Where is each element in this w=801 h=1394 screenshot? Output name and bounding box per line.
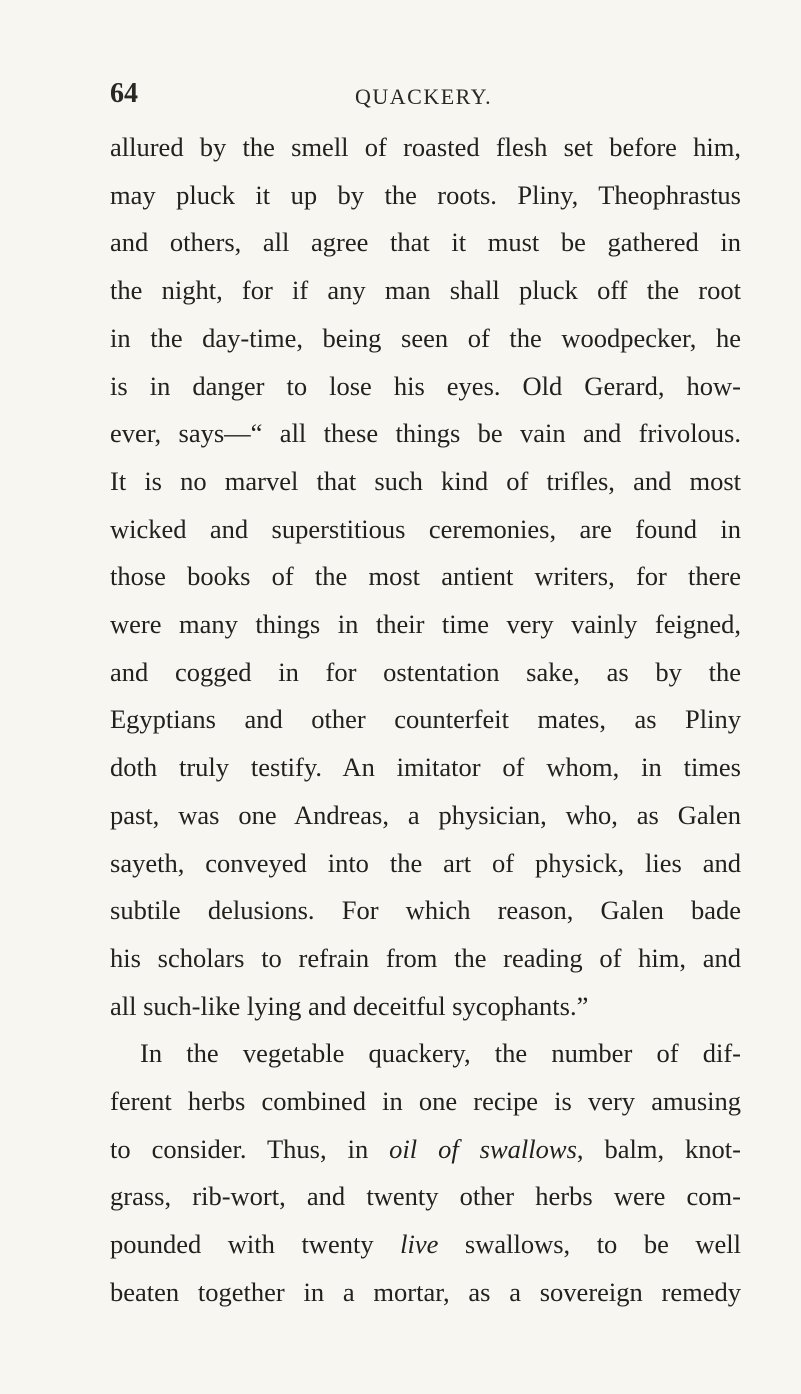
text-line (110, 267, 741, 315)
text-line (110, 315, 741, 363)
text-segment: wicked and superstitious ceremonies, are found in (110, 513, 741, 544)
text-segment: all such-like lying and deceitful sycophants.” (110, 990, 589, 1021)
text-line (110, 219, 741, 267)
text-segment: his scholars to refrain from the reading of him, and (110, 942, 741, 973)
text-line (110, 1173, 741, 1221)
text-segment: the night, for if any man shall pluck off the root (110, 275, 741, 306)
text-line (110, 983, 741, 1031)
text-segment: It is no marvel that such kind of trifles, and most (110, 465, 741, 496)
text-line (110, 506, 741, 554)
italic-text-segment: oil of swallows (389, 1133, 577, 1164)
text-line (110, 124, 741, 172)
text-line (110, 458, 741, 506)
text-segment: beaten together in a mortar, as a sovereign remedy (110, 1276, 741, 1307)
page-number: 64 (110, 78, 138, 109)
body-text (110, 124, 741, 1317)
text-line (110, 840, 741, 888)
text-line (110, 649, 741, 697)
text-line (110, 1269, 741, 1317)
text-line (110, 363, 741, 411)
text-segment: Egyptians and other counterfeit mates, as Pliny (110, 704, 741, 735)
text-line (110, 887, 741, 935)
text-line (110, 410, 741, 458)
text-segment: doth truly testify. An imitator of whom, in times (110, 752, 741, 783)
text-line (110, 601, 741, 649)
text-segment: grass, rib-wort, and twenty other herbs were com- (110, 1181, 741, 1212)
text-segment: to consider. Thus, in (110, 1133, 390, 1164)
text-line (110, 1126, 741, 1174)
text-segment: pounded with twenty (110, 1229, 401, 1260)
text-segment: swallows, to be well (438, 1229, 742, 1260)
text-line (110, 1030, 741, 1078)
text-line (110, 1078, 741, 1126)
text-line (110, 744, 741, 792)
text-segment: and others, all agree that it must be gathered in (110, 227, 741, 258)
running-head: QUACKERY. (355, 84, 493, 109)
text-line (110, 935, 741, 983)
text-segment: may pluck it up by the roots. Pliny, Theophrastus (110, 179, 741, 210)
text-segment: those books of the most antient writers, for there (110, 561, 741, 592)
text-segment: allured by the smell of roasted flesh set before him, (110, 132, 741, 162)
text-segment: subtile delusions. For which reason, Galen bade (110, 895, 741, 926)
text-line (110, 696, 741, 744)
text-segment: ever, says—“ all these things be vain and frivolous. (110, 418, 741, 449)
text-segment: , balm, knot- (576, 1133, 741, 1164)
text-line (110, 1221, 741, 1269)
text-segment: is in danger to lose his eyes. Old Gerard, how- (110, 370, 741, 401)
text-segment: ferent herbs combined in one recipe is very amusing (110, 1086, 741, 1117)
text-segment: past, was one Andreas, a physician, who, as Galen (110, 799, 741, 830)
italic-text-segment: live (400, 1229, 439, 1260)
text-line (110, 172, 741, 220)
text-segment: and cogged in for ostentation sake, as by the (110, 656, 741, 687)
text-line (110, 553, 741, 601)
text-segment: in the day-time, being seen of the woodpecker, he (110, 322, 741, 353)
text-segment: In the vegetable quackery, the number of dif- (140, 1038, 741, 1069)
text-line (110, 792, 741, 840)
text-segment: sayeth, conveyed into the art of physick, lies and (110, 847, 741, 878)
text-segment: were many things in their time very vainly feigned, (110, 609, 741, 640)
